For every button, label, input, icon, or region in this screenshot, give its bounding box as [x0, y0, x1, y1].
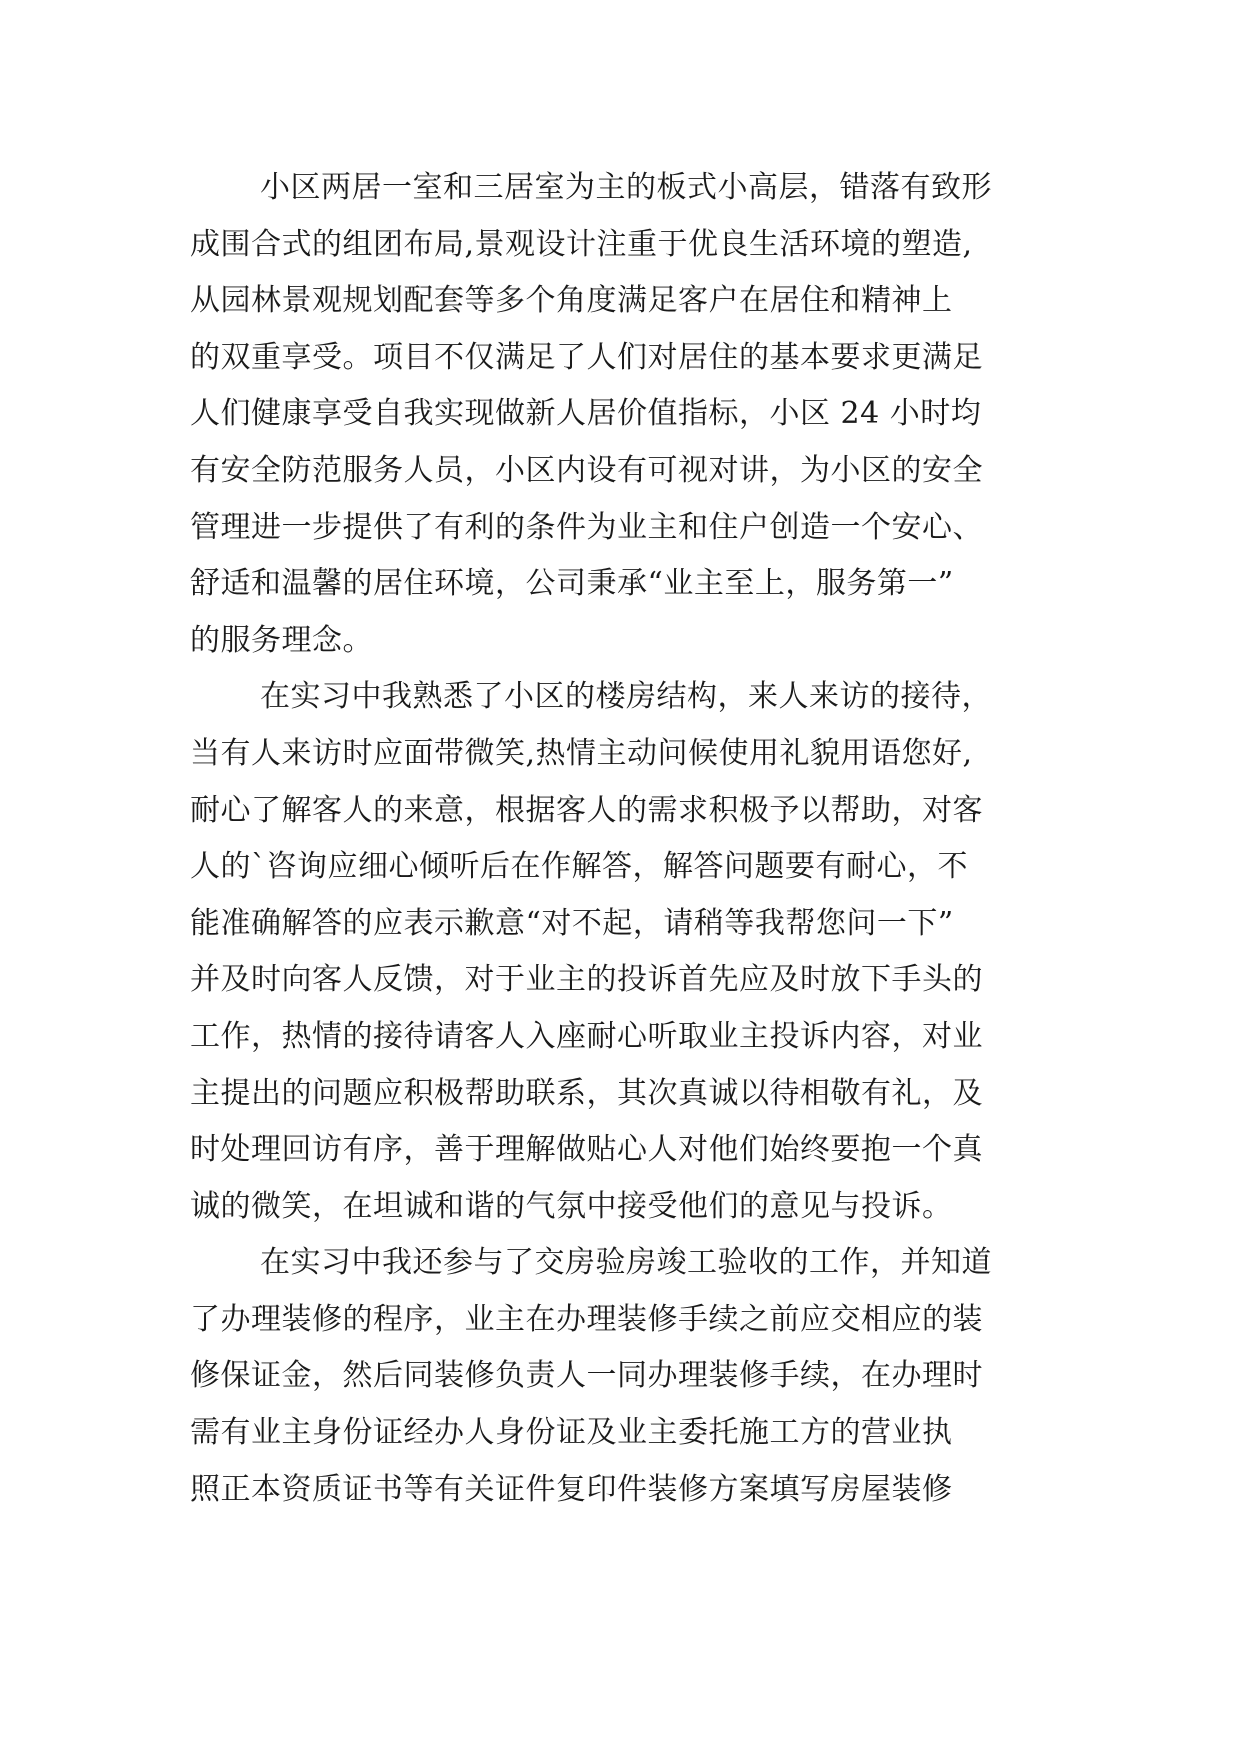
- text-line: 舒适和温馨的居住环境，公司秉承“业主至上，服务第一”: [190, 566, 954, 602]
- text-line: 的服务理念。: [190, 622, 373, 658]
- text-line: 诚的微笑，在坦诚和谐的气氛中接受他们的意见与投诉。: [190, 1188, 953, 1224]
- text-line: 当有人来访时应面带微笑,热情主动问候使用礼貌用语您好,: [190, 735, 973, 771]
- text-line: 耐心了解客人的来意，根据客人的需求积极予以帮助，对客: [190, 792, 983, 828]
- text-line: 人们健康享受自我实现做新人居价值指标，小区 24 小时均: [190, 396, 982, 432]
- paragraph-1: [190, 160, 1090, 669]
- text-line: 成围合式的组团布局,景观设计注重于优良生活环境的塑造,: [190, 226, 973, 262]
- text-line: 的双重享受。项目不仅满足了人们对居住的基本要求更满足: [190, 339, 983, 375]
- text-line: 照正本资质证书等有关证件复印件装修方案填写房屋装修: [190, 1471, 953, 1507]
- text-line: 时处理回访有序，善于理解做贴心人对他们始终要抱一个真: [190, 1132, 983, 1168]
- text-line: 小区两居一室和三居室为主的板式小高层，错落有致形: [260, 170, 992, 205]
- body-text: [190, 160, 1090, 1518]
- text-line: 在实习中我熟悉了小区的楼房结构，来人来访的接待，: [260, 679, 992, 715]
- text-line: 管理进一步提供了有利的条件为业主和住户创造一个安心、: [190, 509, 983, 545]
- text-line: 需有业主身份证经办人身份证及业主委托施工方的营业执: [190, 1415, 953, 1451]
- paragraph-2: [190, 669, 1090, 1235]
- text-line: 有安全防范服务人员，小区内设有可视对讲，为小区的安全: [190, 452, 983, 488]
- text-line: 在实习中我还参与了交房验房竣工验收的工作，并知道: [260, 1245, 992, 1281]
- text-line: 了办理装修的程序，业主在办理装修手续之前应交相应的装: [190, 1301, 983, 1337]
- text-line: 从园林景观规划配套等多个角度满足客户在居住和精神上: [190, 283, 953, 319]
- paragraph-3: [190, 1235, 1090, 1518]
- text-line: 并及时向客人反馈，对于业主的投诉首先应及时放下手头的: [190, 962, 983, 998]
- text-line: 人的`咨询应细心倾听后在作解答，解答问题要有耐心，不: [190, 849, 968, 885]
- text-line: 工作，热情的接待请客人入座耐心听取业主投诉内容，对业: [190, 1018, 983, 1054]
- text-line: 能准确解答的应表示歉意“对不起，请稍等我帮您问一下”: [190, 905, 954, 941]
- text-line: 主提出的问题应积极帮助联系，其次真诚以待相敬有礼，及: [190, 1075, 983, 1111]
- text-line: 修保证金，然后同装修负责人一同办理装修手续，在办理时: [190, 1358, 983, 1394]
